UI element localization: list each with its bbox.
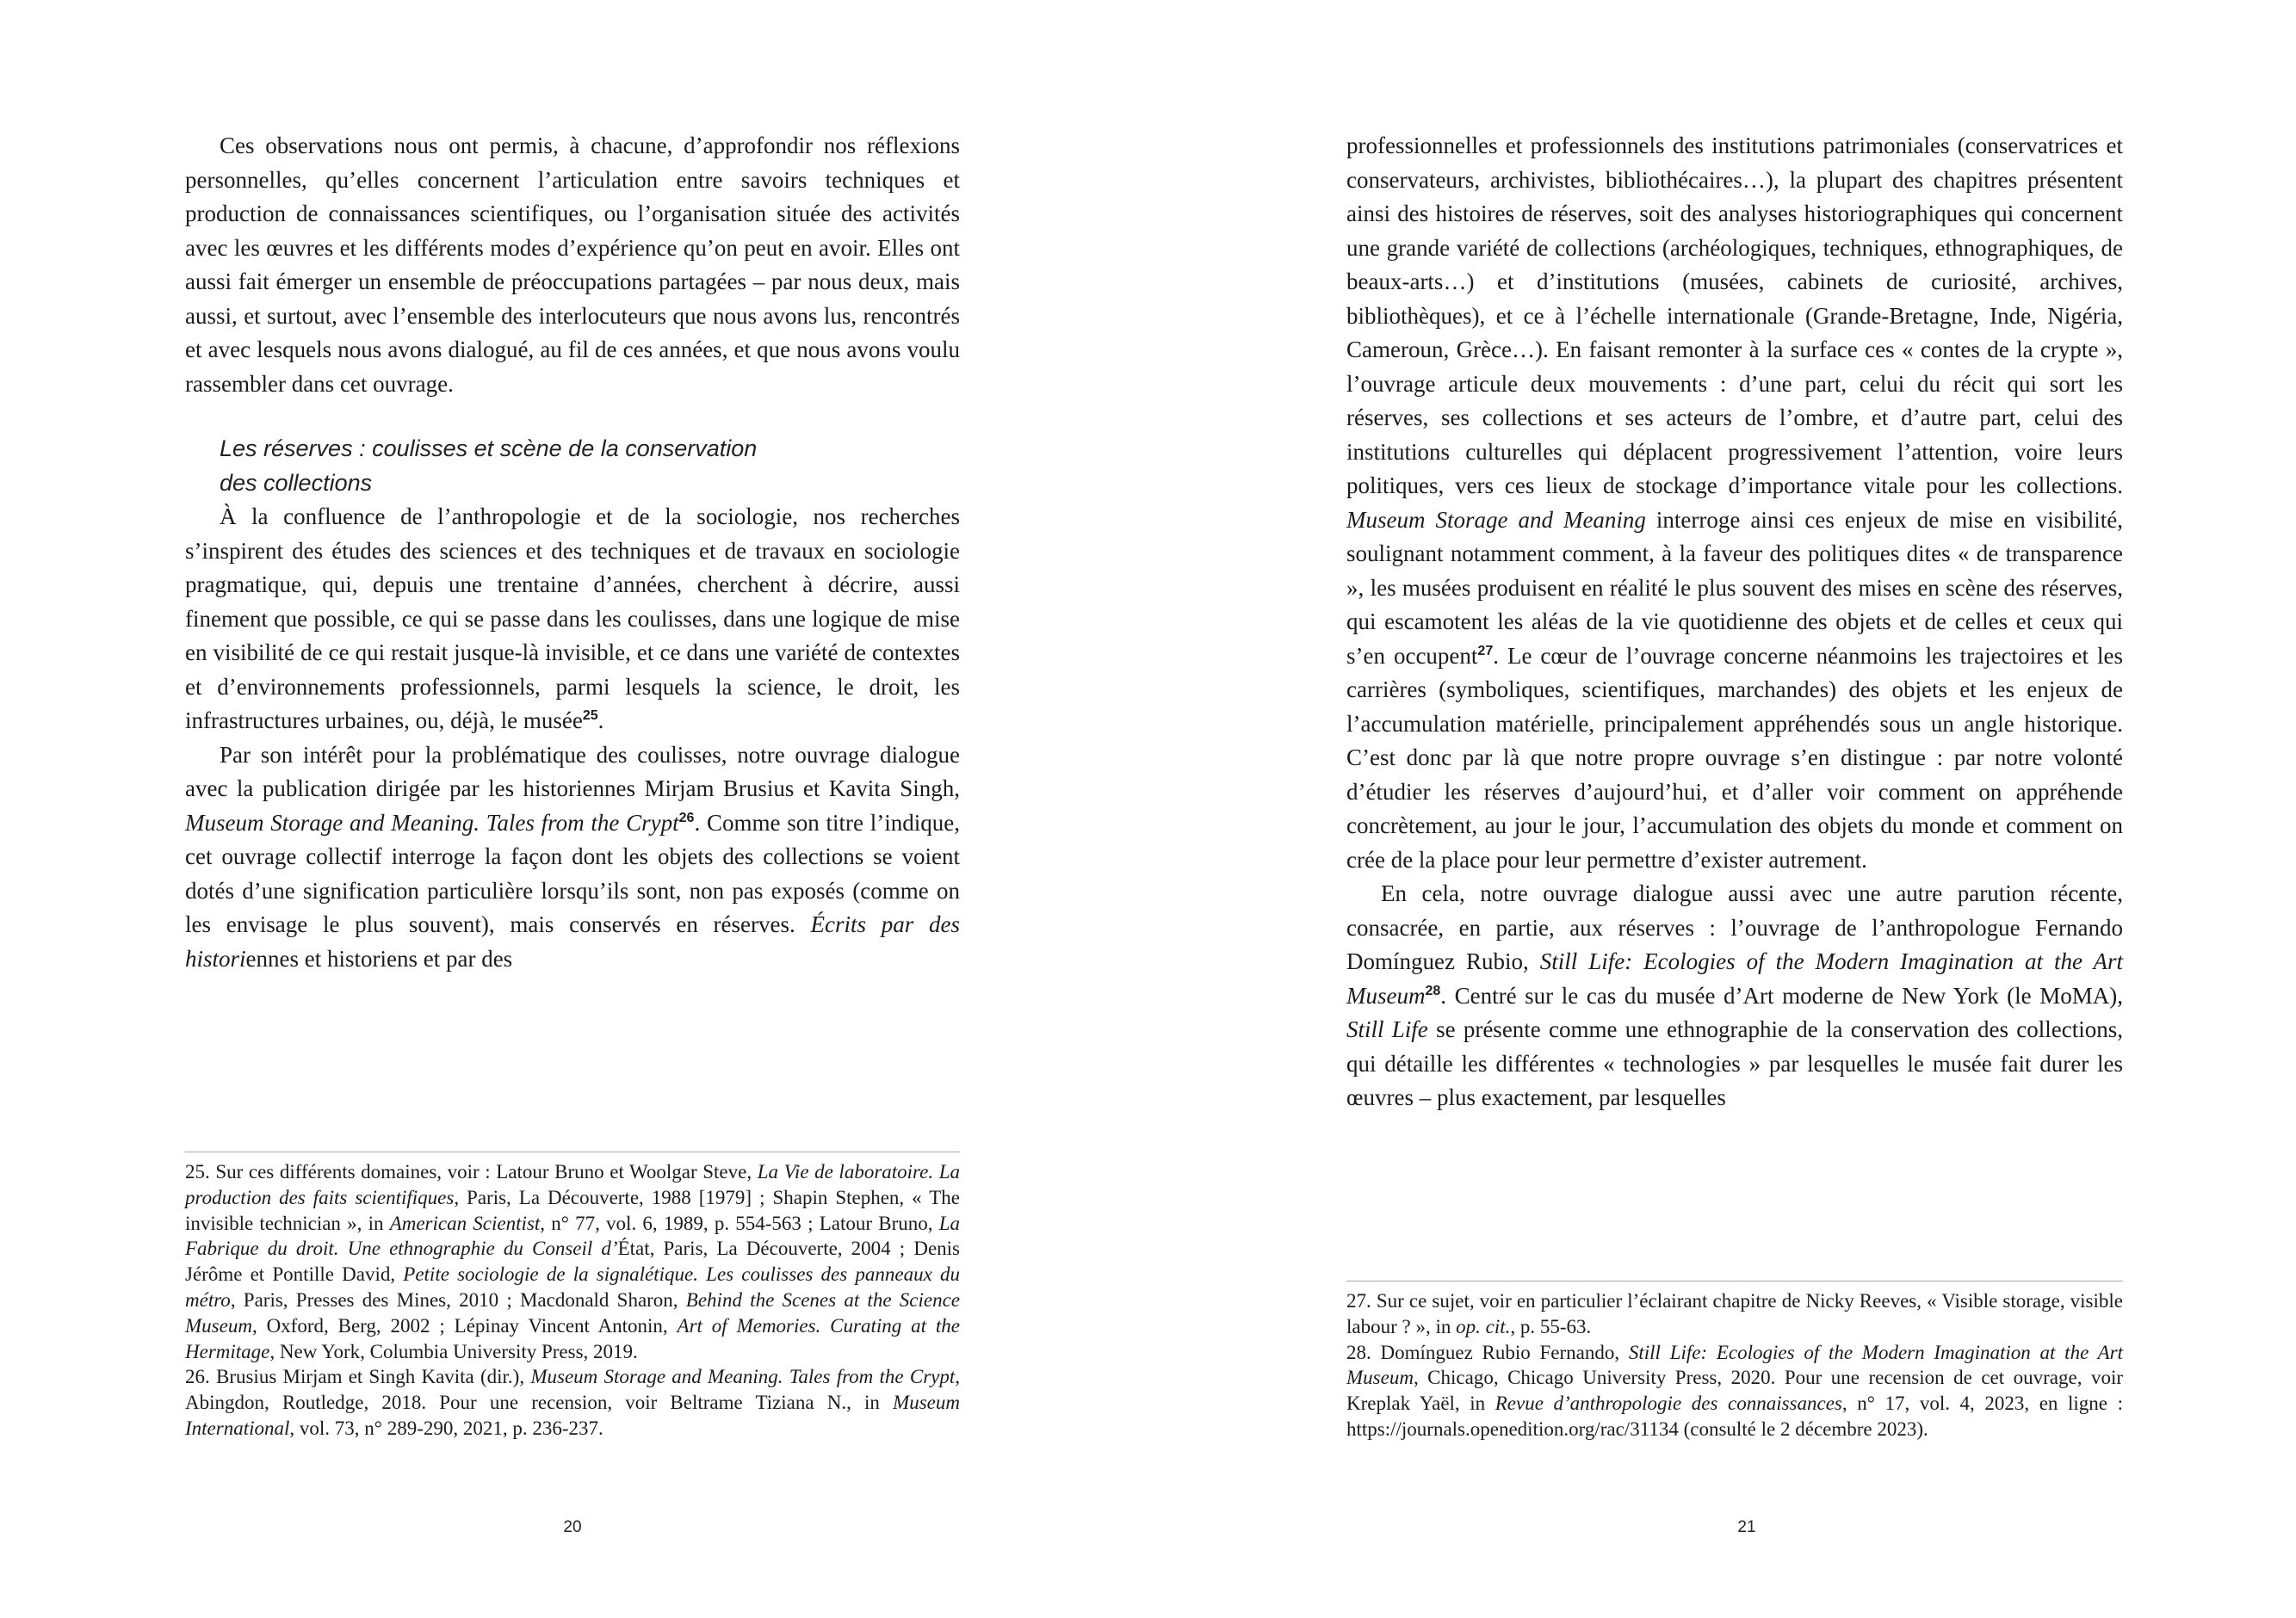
footnote-ref[interactable]: 27: [1477, 643, 1494, 658]
paragraph-text: À la confluence de l’anthropologie et de la sociologie, nos recherches s’inspirent des études des sciences et des techniques et de travaux en sociologie pragmatique, qui, depuis une trentaine d’années, cherchent à décrire, aussi finement que possible, ce qui se passe dans les coulisses, dans une logique de mise en visibilité de ce qui restait jusque-là invisible, et ce dans une variété de contextes et d’environnements professionnels, parmi lesquels la science, le droit, les infrastructures urbaines, ou, déjà, le musée: [185, 503, 960, 733]
left-body-text: [185, 129, 960, 976]
book-title: Museum Storage and Meaning: [1346, 506, 1646, 533]
right-body-text: [1346, 129, 2123, 1115]
footnote-28: 28. Domínguez Rubio Fernando, Still Life: Ecologies of the Modern Imagination at the Art Museum, Chicago, Chicago University Press, 2020. Pour une recension de cet ouvrage, voir Kreplak Yaël, in Revue d’anthropologie des connaissances, n° 17, vol. 4, 2023, en ligne : https://journals.openedition.org/rac/31134 (consulté le 2 décembre 2023).: [1346, 1341, 2123, 1440]
paragraph: [185, 129, 960, 401]
emphasis-text: Écrits par des histori: [185, 911, 960, 972]
book-title: Museum Storage and Meaning. Tales from the Crypt: [185, 809, 679, 836]
footnote-ref[interactable]: 28: [1425, 983, 1441, 998]
paragraph-text: Par son intérêt pour la problématique des coulisses, notre ouvrage dialogue avec la publication dirigée par les historiennes Mirjam Brusius et Kavita Singh,: [185, 741, 960, 801]
paragraph-text: . Comme son titre l’indique, cet ouvrage collectif interroge la façon dont les objets des collections se voient dotés d’une signification particulière lorsqu’ils sont, non pas exposés (comme on les envisage le plus souvent), mais conservés en réserves.: [185, 809, 960, 937]
footnote-ref[interactable]: 25: [582, 708, 598, 723]
book-title: Still Life: Ecologies of the Modern Imagination at the Art Museum: [1346, 948, 2123, 1009]
left-footnotes: [185, 1159, 960, 1442]
footnote-25: 25. Sur ces différents domaines, voir : Latour Bruno et Woolgar Steve, La Vie de laboratoire. La production des faits scientifiques, Paris, La Découverte, 1988 [1979] ; Shapin Stephen, « The invisible technician », in American Scientist, n° 77, vol. 6, 1989, p. 554-563 ; Latour Bruno, La Fabrique du droit. Une ethnographie du Conseil d’État, Paris, La Découverte, 2004 ; Denis Jérôme et Pontille David, Petite sociologie de la signalétique. Les coulisses des panneaux du métro, Paris, Presses des Mines, 2010 ; Macdonald Sharon, Behind the Scenes at the Science Museum, Oxford, Berg, 2002 ; Lépinay Vincent Antonin, Art of Memories. Curating at the Hermitage, New York, Columbia University Press, 2019.: [185, 1161, 960, 1362]
paragraph: [1346, 877, 2123, 1115]
right-footnotes: [1346, 1288, 2123, 1442]
page-number: 20: [563, 1518, 582, 1536]
paragraph-text: . Le cœur de l’ouvrage concerne néanmoins les trajectoires et les carrières (symboliques, scientifiques, marchandes) des objets et les enjeux de l’accumulation matérielle, principalement appréhendés sous un angle historique. C’est donc par là que notre propre ouvrage s’en distingue : par notre volonté d’étudier les réserves d’aujourd’hui, et d’aller voir comment on appréhende concrètement, au jour le jour, l’accumulation des objets du monde et comment on crée de la place pour leur permettre d’exister autrement.: [1346, 642, 2123, 873]
footnote-27: 27. Sur ce sujet, voir en particulier l’éclairant chapitre de Nicky Reeves, « Visible storage, visible labour ? », in op. cit., p. 55-63.: [1346, 1290, 2123, 1337]
paragraph-text: professionnelles et professionnels des institutions patrimoniales (conservatrices et conservateurs, archivistes, bibliothécaires…), la plupart des chapitres présentent ainsi des histoires de réserves, soit des analyses historiographiques qui concernent une grande variété de collections (archéologiques, techniques, ethnographiques, de beaux-arts…) et d’institutions (musées, cabinets de curiosité, archives, bibliothèques), et ce à l’échelle internationale (Grande-Bretagne, Inde, Nigéria, Cameroun, Grèce…). En faisant remonter à la surface ces « contes de la crypte », l’ouvrage articule deux mouvements : d’une part, celui du récit qui sort les réserves, ses collections et ses acteurs de l’ombre, et d’autre part, celui des institutions culturelles qui déplacent progressivement l’attention, voire leurs politiques, vers ces lieux de stockage d’importance vitale pour les collections.: [1346, 133, 2123, 498]
paragraph: [1346, 129, 2123, 877]
paragraph: [185, 500, 960, 738]
right-page: [1148, 0, 2296, 1618]
section-heading-line: Les réserves : coulisses et scène de la conservation: [220, 435, 758, 461]
paragraph-text: .: [597, 707, 604, 733]
section-heading-line: des collections: [220, 469, 373, 496]
paragraph-text: En cela, notre ouvrage dialogue aussi avec une autre parution récente, consacrée, en partie, aux réserves : l’ouvrage de l’anthropologue Fernando Domínguez Rubio,: [1346, 880, 2123, 974]
paragraph-text: Ces observations nous ont permis, à chacune, d’approfondir nos réflexions personnelles, qu’elles concernent l’articulation entre savoirs techniques et production de connaissances scientifiques, ou l’organisation située des activités avec les œuvres et les différents modes d’expérience qu’on peut en avoir. Elles ont aussi fait émerger un ensemble de préoccupations partagées – par nous deux, mais aussi, et surtout, avec l’ensemble des interlocuteurs que nous avons lus, rencontrés et avec lesquels nous avons dialogué, au fil de ces années, et que nous avons voulu rassembler dans cet ouvrage.: [185, 133, 960, 397]
paragraph-text: se présente comme une ethnographie de la conservation des collections, qui détaille les différentes « technologies » par lesquelles le musée fait durer les œuvres – plus exactement, par lesquelles: [1346, 1016, 2123, 1110]
section-heading: [220, 432, 960, 500]
paragraph-text: interroge ainsi ces enjeux de mise en visibilité, soulignant notamment comment, à la faveur des politiques dites « de transparence », les musées produisent en réalité le plus souvent des mises en scène des réserves, qui escamotent les aléas de la vie quotidienne des objets et de celles et ceux qui s’en occupent: [1346, 506, 2123, 669]
book-title: Still Life: [1346, 1016, 1428, 1042]
paragraph-text: ennes et historiens et par des: [245, 945, 513, 972]
footnote-ref[interactable]: 26: [678, 810, 695, 825]
page-number: 21: [1737, 1518, 1756, 1536]
paragraph-text: . Centré sur le cas du musée d’Art moderne de New York (le MoMA),: [1440, 982, 2123, 1009]
paragraph: [185, 738, 960, 977]
footnote-26: 26. Brusius Mirjam et Singh Kavita (dir.), Museum Storage and Meaning. Tales from the Crypt, Abingdon, Routledge, 2018. Pour une recension, voir Beltrame Tiziana N., in Museum International, vol. 73, n° 289-290, 2021, p. 236-237.: [185, 1366, 960, 1439]
